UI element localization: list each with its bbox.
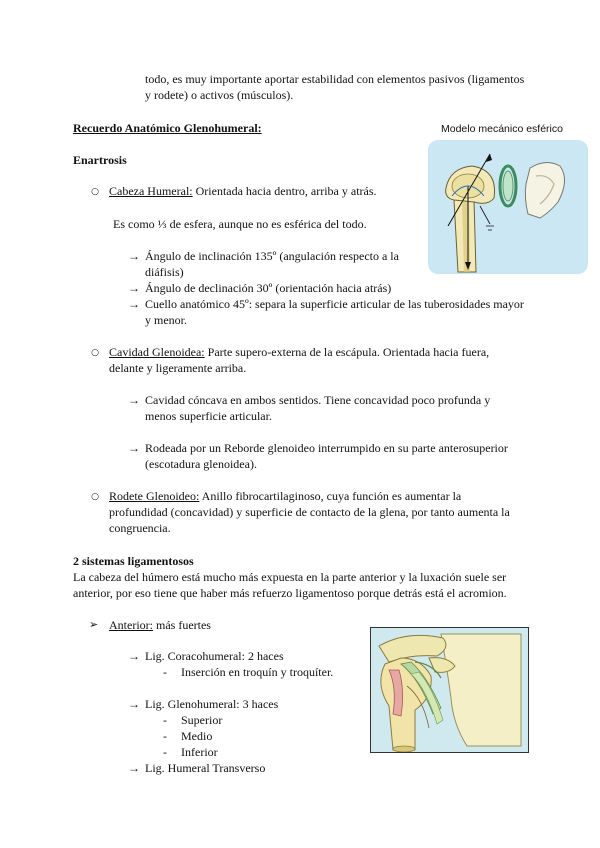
cabeza-item-1-line-2: diáfisis) (145, 265, 184, 279)
shoulder-model-illustration (428, 140, 588, 274)
cabeza-humeral-label: Cabeza Humeral: (109, 184, 193, 198)
arrow-icon: → (128, 441, 140, 455)
rodete-glenoideo-text: Anillo fibrocartilaginoso, cuya función es aumentar la (199, 489, 462, 503)
cavidad-glenoidea-line-2: delante y ligeramente arriba. (109, 361, 247, 375)
bullet-circle-icon: ○ (91, 348, 99, 358)
rodete-glenoideo-line-2: profundidad (concavidad) y superficie de contacto de la glena, por tanto aumenta la (109, 505, 510, 519)
lig-glenohumeral-sub-inferior: Inferior (181, 745, 218, 759)
intro-line-1: todo, es muy importante aportar estabilidad con elementos pasivos (ligamentos (145, 72, 525, 86)
cabeza-humeral-line (109, 183, 377, 199)
shoulder-ligaments-figure (370, 627, 529, 753)
arrow-icon: → (128, 281, 140, 295)
lig-glenohumeral-title: Lig. Glenohumeral: 3 haces (145, 697, 279, 711)
arrow-icon: → (128, 249, 140, 263)
arrow-icon: → (128, 697, 140, 711)
dash-bullet: - (163, 713, 167, 727)
arrow-icon: → (128, 761, 140, 775)
anterior-text: más fuertes (153, 618, 211, 632)
spherical-model-figure (428, 140, 588, 274)
rodete-glenoideo-line-3: congruencia. (109, 521, 171, 535)
cavidad-item-2-line-1: Rodeada por un Reborde glenoideo interrumpido en su parte anterosuperior (145, 441, 508, 455)
bullet-circle-icon: ○ (91, 187, 99, 197)
rodete-glenoideo-label: Rodete Glenoideo: (109, 489, 200, 503)
cabeza-item-3-line-2: y menor. (145, 313, 187, 327)
arrow-icon: → (128, 649, 140, 663)
section-title-ligament-systems: 2 sistemas ligamentosos (73, 554, 194, 568)
intro-line-2: y rodete) o activos (músculos). (145, 88, 294, 102)
lig-coracohumeral-title: Lig. Coracohumeral: 2 haces (145, 649, 284, 663)
cavidad-item-1-line-1: Cavidad cóncava en ambos sentidos. Tiene concavidad poco profunda y (145, 393, 491, 407)
arrowhead-bullet-icon: ➢ (89, 618, 99, 631)
section2-para-line-2: anterior, por eso tiene que haber más refuerzo ligamentoso porque detrás está el acromion. (73, 586, 507, 600)
dash-bullet: - (163, 665, 167, 679)
lig-humeral-transverso-title: Lig. Humeral Transverso (145, 761, 266, 775)
lig-coracohumeral-sub-1: Inserción en troquín y troquíter. (181, 665, 334, 679)
cabeza-item-1-line-1: Ángulo de inclinación 135º (angulación respecto a la (145, 249, 399, 263)
cabeza-item-2: Ángulo de declinación 30º (orientación hacia atrás) (145, 281, 392, 295)
arrow-icon: → (128, 393, 140, 407)
figure-caption-spherical-model: Modelo mecánico esférico (441, 123, 563, 135)
dash-bullet: - (163, 745, 167, 759)
anterior-label: Anterior: (109, 618, 153, 632)
cavidad-item-1-line-2: menos superficie articular. (145, 409, 272, 423)
cavidad-item-2-line-2: (escotadura glenoidea). (145, 457, 257, 471)
subtitle-enartrosis: Enartrosis (73, 153, 127, 167)
lig-glenohumeral-sub-superior: Superior (181, 713, 223, 727)
cavidad-glenoidea-label: Cavidad Glenoidea: (109, 345, 205, 359)
rodete-glenoideo-line-1 (109, 488, 527, 504)
cavidad-glenoidea-line-1 (109, 344, 527, 360)
lig-glenohumeral-sub-medio: Medio (181, 729, 213, 743)
bullet-circle-icon: ○ (91, 492, 99, 502)
cavidad-glenoidea-text: Parte supero-externa de la escápula. Orientada hacia fuera, (204, 345, 490, 359)
dash-bullet: - (163, 729, 167, 743)
cabeza-humeral-note: Es como ⅓ de esfera, aunque no es esférica del todo. (113, 217, 367, 231)
section2-para-line-1: La cabeza del húmero está mucho más expuesta en la parte anterior y la luxación suele ser (73, 570, 507, 584)
cabeza-humeral-text: Orientada hacia dentro, arriba y atrás. (192, 184, 377, 198)
section-title-glenohumeral: Recuerdo Anatómico Glenohumeral: (73, 121, 262, 135)
anterior-line (109, 617, 211, 633)
shoulder-anatomy-illustration (371, 628, 528, 752)
arrow-icon: → (128, 297, 140, 311)
cabeza-item-3-line-1: Cuello anatómico 45º: separa la superficie articular de las tuberosidades mayor (145, 297, 524, 311)
